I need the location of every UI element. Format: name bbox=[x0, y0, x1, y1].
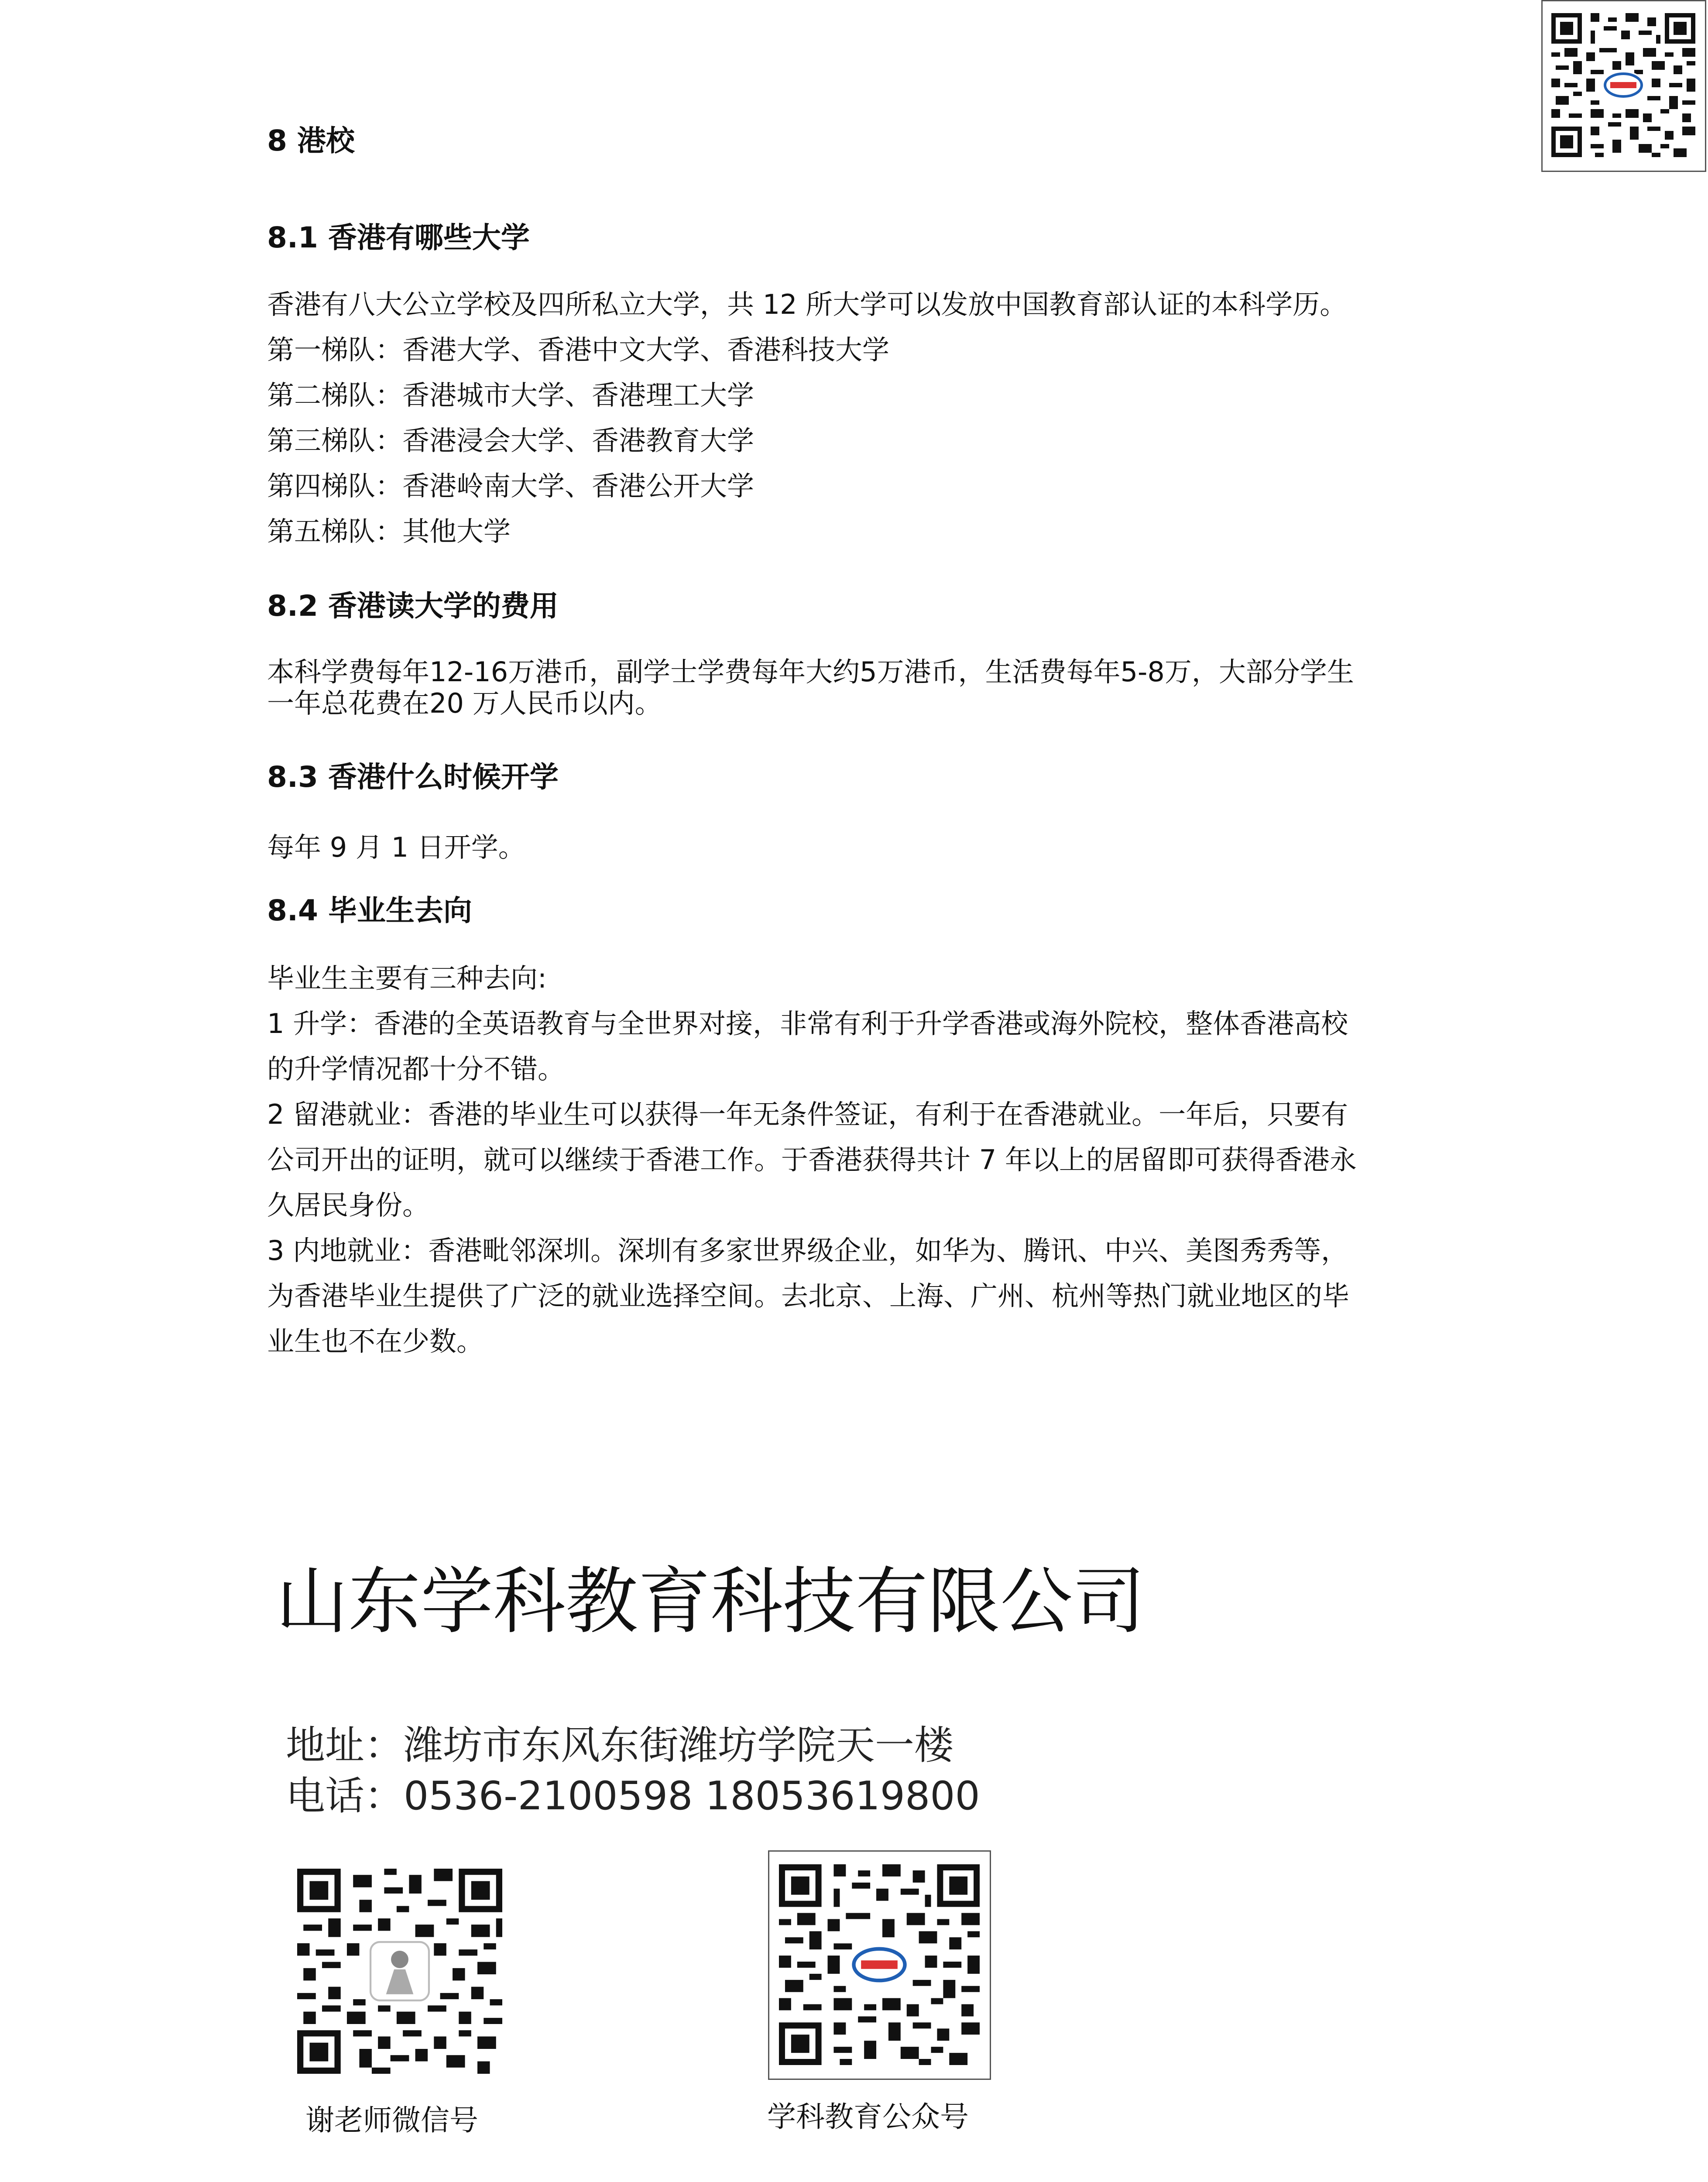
subsection-body-8-3 bbox=[267, 825, 1485, 870]
paragraph-line: 一年总花费在20 万人民币以内。 bbox=[267, 687, 662, 719]
paragraph-line: 第一梯队：香港大学、香港中文大学、香港科技大学 bbox=[267, 334, 890, 366]
company-name: 山东学科教育科技有限公司 bbox=[276, 1560, 1145, 1644]
qr-code-icon bbox=[1551, 11, 1695, 159]
paragraph-line: 每年 9 月 1 日开学。 bbox=[267, 831, 525, 863]
paragraph-line: 第二梯队：香港城市大学、香港理工大学 bbox=[267, 379, 755, 411]
teacher-avatar-icon bbox=[370, 1942, 429, 2000]
subsection-title-8-4: 8.4 毕业生去向 bbox=[267, 894, 472, 927]
paragraph-line: 香港有八大公立学校及四所私立大学，共 12 所大学可以发放中国教育部认证的本科学历。 bbox=[267, 288, 1347, 320]
paragraph-line: 第三梯队：香港浸会大学、香港教育大学 bbox=[267, 425, 755, 456]
subsection-title-8-1: 8.1 香港有哪些大学 bbox=[267, 221, 530, 254]
subsection-title-8-2: 8.2 香港读大学的费用 bbox=[267, 589, 559, 623]
qr-code-icon bbox=[779, 1862, 980, 2067]
paragraph-line: 的升学情况都十分不错。 bbox=[267, 1053, 565, 1085]
paragraph-line: 第五梯队：其他大学 bbox=[267, 515, 511, 547]
official-account-qr-code[interactable] bbox=[768, 1850, 991, 2080]
header-qr-code[interactable] bbox=[1541, 0, 1706, 172]
wechat-qr-code[interactable] bbox=[295, 1864, 504, 2078]
paragraph-line: 第四梯队：香港岭南大学、香港公开大学 bbox=[267, 470, 755, 502]
official-account-qr-caption: 学科教育公众号 bbox=[767, 2100, 969, 2134]
paragraph-line: 业生也不在少数。 bbox=[267, 1325, 484, 1357]
paragraph-line: 公司开出的证明，就可以继续于香港工作。于香港获得共计 7 年以上的居留即可获得香港永 bbox=[267, 1144, 1357, 1176]
edu-logo-icon bbox=[849, 1945, 909, 1984]
address: 地址：潍坊市东风东街潍坊学院天一楼 bbox=[286, 1722, 953, 1768]
paragraph-line: 毕业生主要有三种去向: bbox=[267, 962, 547, 994]
section-title: 8 港校 bbox=[267, 124, 355, 158]
subsection-body-8-4 bbox=[267, 956, 1485, 1364]
qr-code-icon bbox=[297, 1869, 502, 2074]
paragraph-line: 为香港毕业生提供了广泛的就业选择空间。去北京、上海、广州、杭州等热门就业地区的毕 bbox=[267, 1280, 1350, 1312]
contact-info bbox=[286, 1720, 980, 1822]
wechat-qr-caption: 谢老师微信号 bbox=[305, 2103, 478, 2137]
paragraph-line: 3 内地就业：香港毗邻深圳。深圳有多家世界级企业，如华为、腾讯、中兴、美图秀秀等， bbox=[267, 1235, 1348, 1266]
paragraph-line: 本科学费每年12-16万港币，副学士学费每年大约5万港币，生活费每年5-8万，大部分学生 bbox=[267, 656, 1354, 688]
subsection-body-8-1 bbox=[267, 282, 1485, 554]
paragraph-line: 久居民身份。 bbox=[267, 1189, 430, 1221]
edu-logo-icon bbox=[1602, 71, 1645, 99]
subsection-body-8-2 bbox=[267, 656, 1485, 719]
phone: 电话：0536-2100598 18053619800 bbox=[286, 1773, 980, 1819]
paragraph-line: 2 留港就业：香港的毕业生可以获得一年无条件签证，有利于在香港就业。一年后，只要有 bbox=[267, 1098, 1348, 1130]
paragraph-line: 1 升学：香港的全英语教育与全世界对接，非常有利于升学香港或海外院校，整体香港高校 bbox=[267, 1008, 1348, 1040]
subsection-title-8-3: 8.3 香港什么时候开学 bbox=[267, 760, 559, 794]
